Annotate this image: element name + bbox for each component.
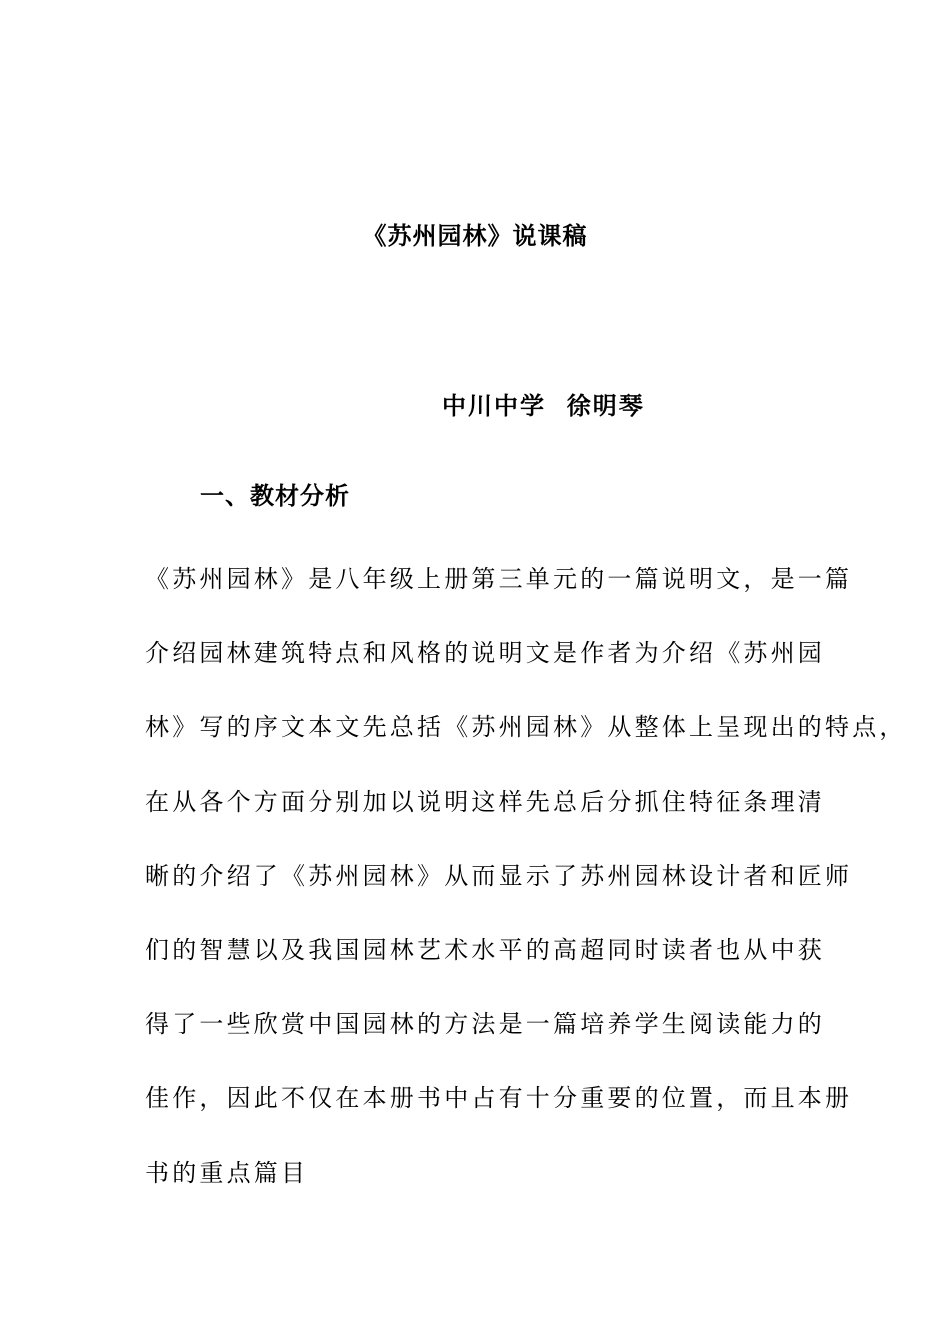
page-title: 《苏州园林》说课稿 — [362, 222, 588, 250]
paragraph-line: 佳作，因此不仅在本册书中占有十分重要的位置，而且本册 — [145, 1084, 853, 1113]
paragraph-line: 晰的介绍了《苏州园林》从而显示了苏州园林设计者和匠师 — [145, 861, 853, 890]
paragraph-line: 林》写的序文本文先总括《苏州园林》从整体上呈现出的特点， — [145, 713, 907, 742]
author-line: 中川中学 徐明琴 — [442, 392, 645, 420]
body-paragraph — [145, 559, 907, 1227]
paragraph-line: 书的重点篇目 — [145, 1158, 309, 1187]
paragraph-line: 《苏州园林》是八年级上册第三单元的一篇说明文，是一篇 — [145, 565, 853, 593]
paragraph-line: 在从各个方面分别加以说明这样先总后分抓住特征条理清 — [145, 787, 825, 816]
section-heading: 一、教材分析 — [200, 482, 350, 510]
paragraph-line: 们的智慧以及我国园林艺术水平的高超同时读者也从中获 — [145, 935, 825, 964]
paragraph-line: 得了一些欣赏中国园林的方法是一篇培养学生阅读能力的 — [145, 1010, 825, 1039]
paragraph-line: 介绍园林建筑特点和风格的说明文是作者为介绍《苏州园 — [145, 639, 825, 668]
